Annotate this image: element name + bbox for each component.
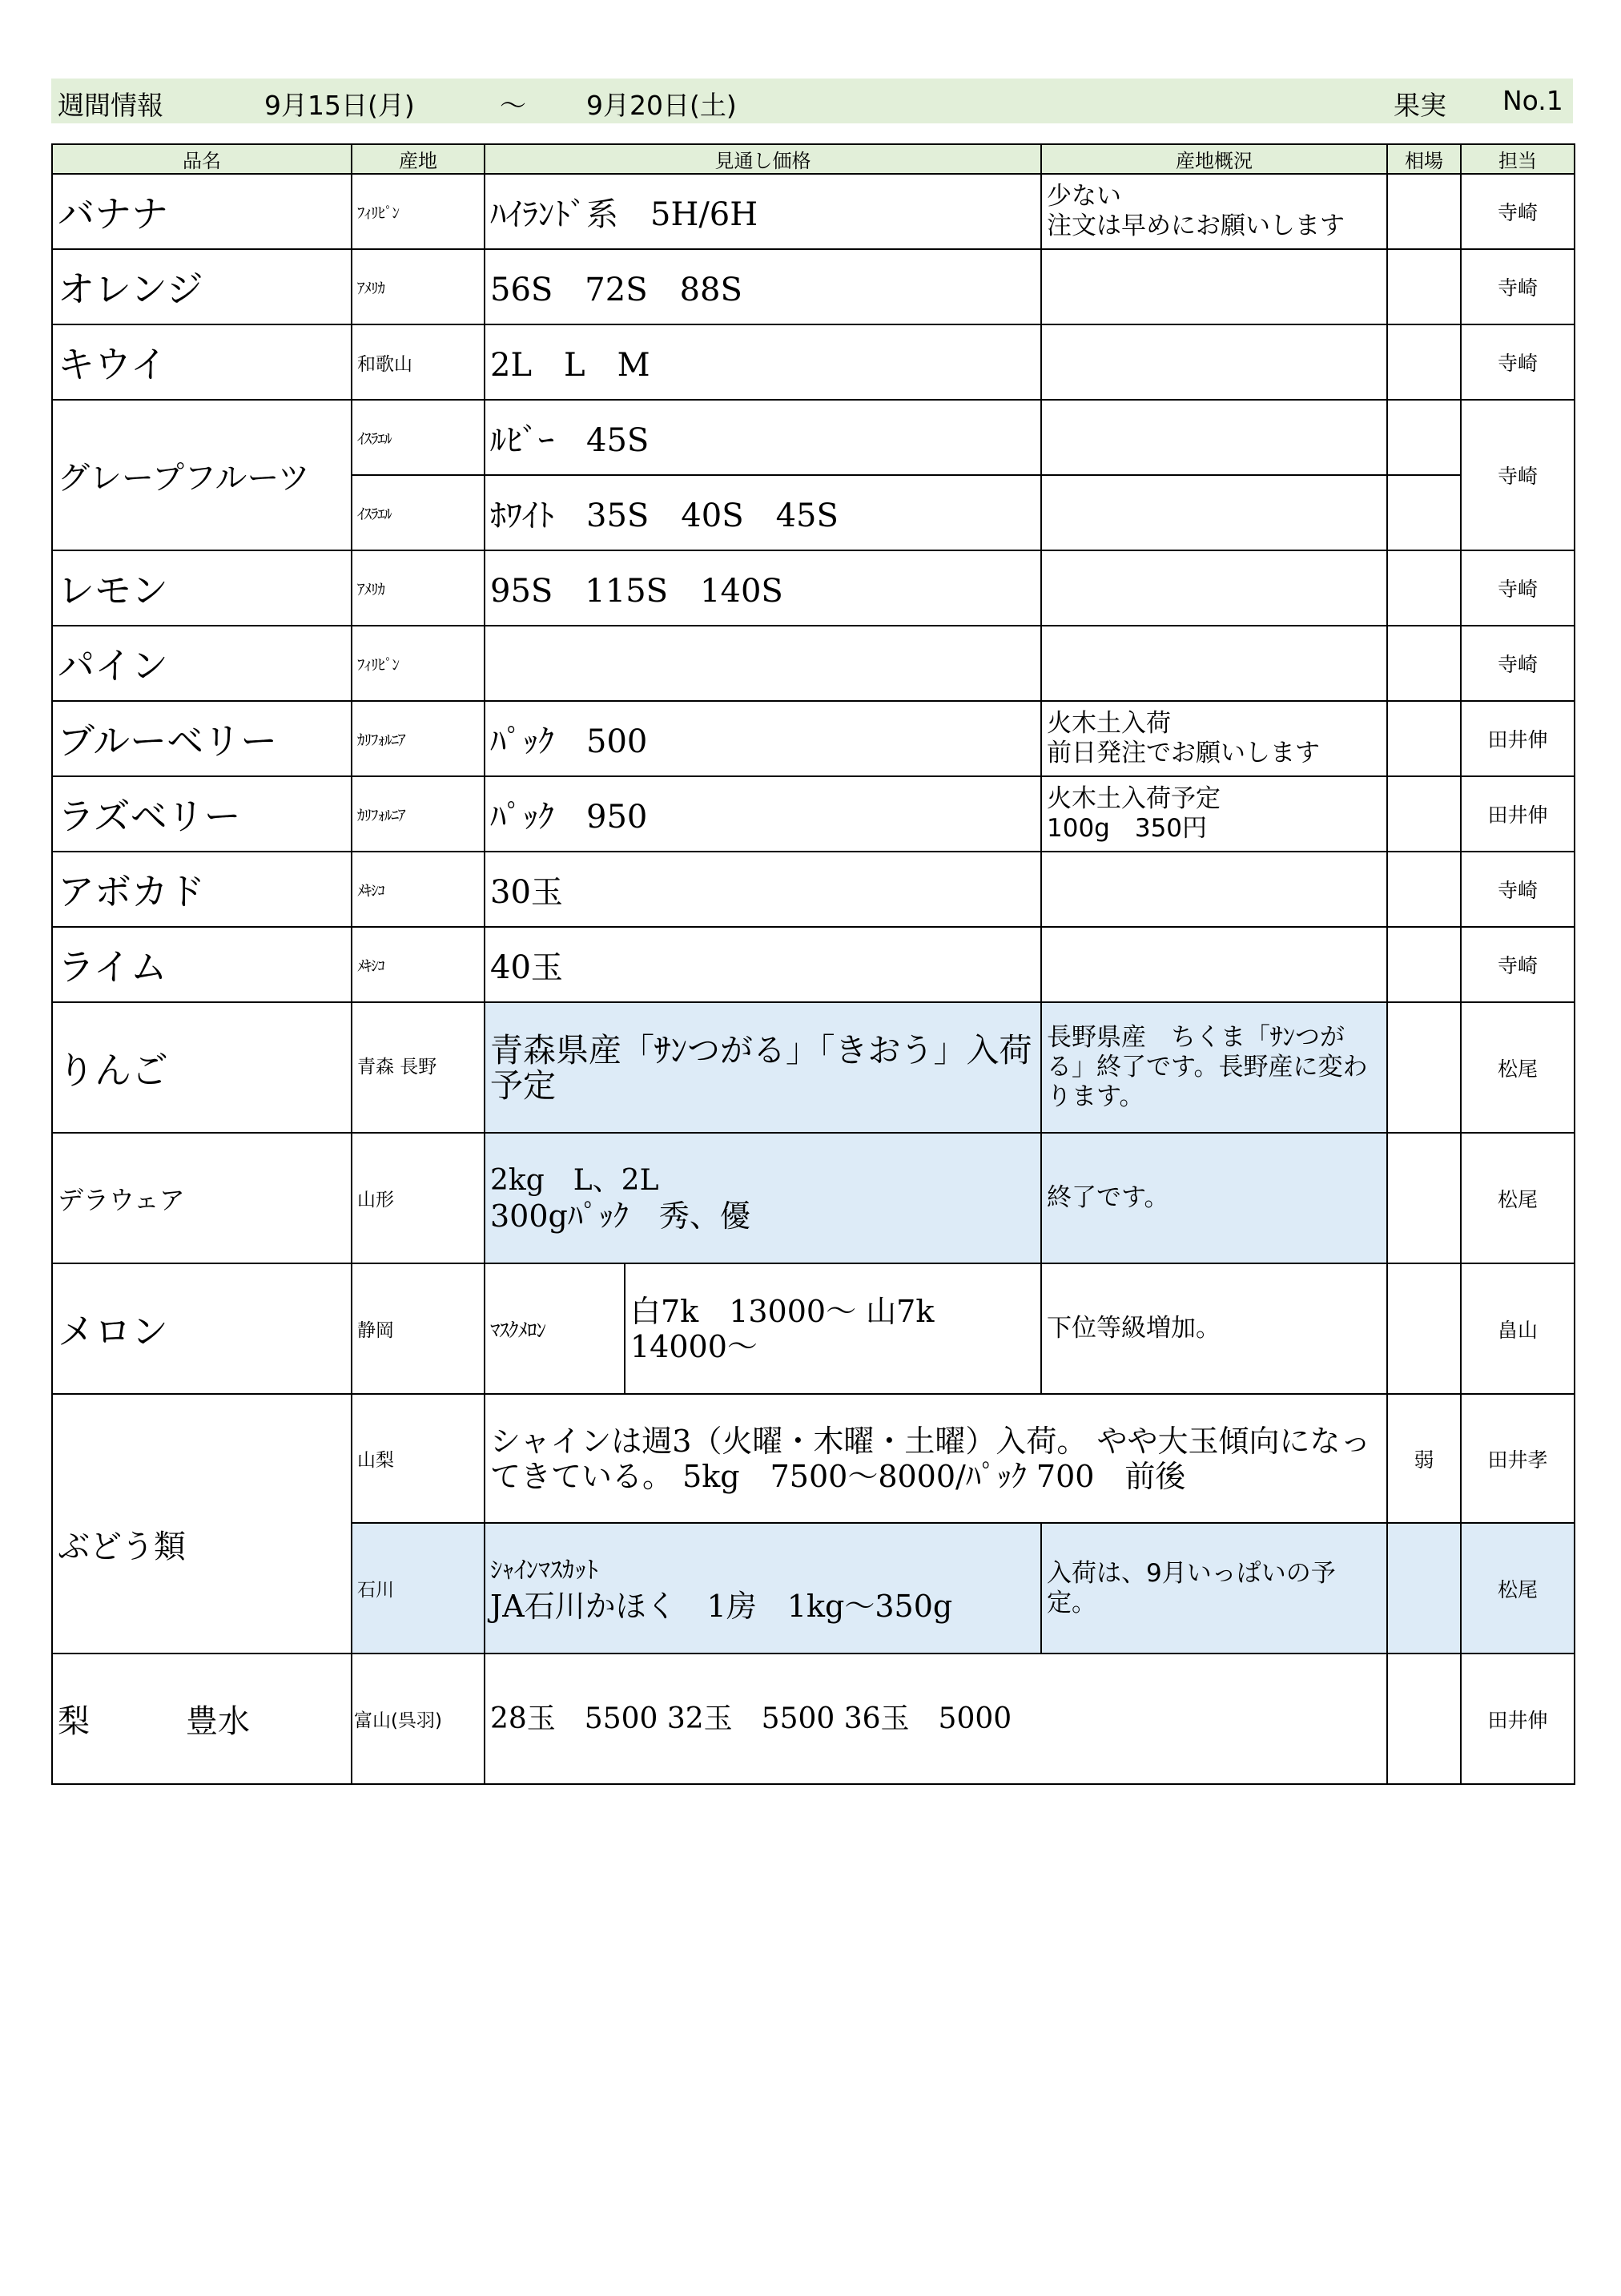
- col-header-origin: 産地: [352, 144, 485, 174]
- table-row: [52, 1654, 1575, 1784]
- item-staff: 寺崎: [1461, 249, 1575, 324]
- item-price: [485, 1523, 1041, 1654]
- item-staff: 寺崎: [1461, 324, 1575, 400]
- item-price: 95S 115S 140S: [485, 550, 1041, 626]
- item-market: [1387, 1523, 1461, 1654]
- item-origin: 静岡: [352, 1263, 485, 1394]
- item-price: [485, 626, 1041, 701]
- item-market: [1387, 927, 1461, 1002]
- item-staff: 寺崎: [1461, 852, 1575, 927]
- item-origin: ｱﾒﾘｶ: [352, 249, 485, 324]
- item-overview: [1041, 852, 1387, 927]
- header-title: 週間情報: [58, 90, 163, 121]
- page-number: No.1: [1502, 85, 1563, 116]
- item-market: [1387, 400, 1461, 475]
- item-staff: 田井孝: [1461, 1394, 1575, 1523]
- item-staff: 松尾: [1461, 1133, 1575, 1263]
- item-origin: 山梨: [352, 1394, 485, 1523]
- item-origin: ｲｽﾗｴﾙ: [352, 400, 485, 475]
- item-overview: [1041, 249, 1387, 324]
- item-overview: 入荷は、9月いっぱいの予定。: [1041, 1523, 1387, 1654]
- item-market: [1387, 550, 1461, 626]
- item-staff: 寺崎: [1461, 400, 1575, 550]
- item-name: パイン: [52, 626, 352, 701]
- price-table: [51, 143, 1575, 1785]
- item-staff: 寺崎: [1461, 927, 1575, 1002]
- table-row: [52, 701, 1575, 776]
- item-price: 白7k 13000～ 山7k 14000～: [625, 1263, 1041, 1394]
- item-price: [485, 1133, 1041, 1263]
- item-name: メロン: [52, 1263, 352, 1394]
- item-market: [1387, 475, 1461, 550]
- item-origin: 和歌山: [352, 324, 485, 400]
- table-row: [52, 550, 1575, 626]
- table-row: [52, 776, 1575, 852]
- item-overview: [1041, 475, 1387, 550]
- item-overview: 火木土入荷 前日発注でお願いします: [1041, 701, 1387, 776]
- item-origin: ﾒｷｼｺ: [352, 927, 485, 1002]
- col-header-price: 見通し価格: [485, 144, 1041, 174]
- table-row: [52, 174, 1575, 249]
- item-price: 56S 72S 88S: [485, 249, 1041, 324]
- item-price: ﾊｲﾗﾝﾄﾞ系 5H/6H: [485, 174, 1041, 249]
- item-variety: ﾏｽｸﾒﾛﾝ: [485, 1263, 625, 1394]
- item-price: 30玉: [485, 852, 1041, 927]
- item-staff: 寺崎: [1461, 174, 1575, 249]
- item-market: 弱: [1387, 1394, 1461, 1523]
- item-overview: 長野県産 ちくま「ｻﾝつがる」終了です。長野産に変わります。: [1041, 1002, 1387, 1133]
- item-overview: 下位等級増加。: [1041, 1263, 1387, 1394]
- item-price: ﾊﾟｯｸ 950: [485, 776, 1041, 852]
- price-line: 2kg L、2L: [490, 1163, 659, 1197]
- item-price: シャインは週3（火曜・木曜・土曜）入荷。 やや大玉傾向になってきている。 5kg 7500～8000/ﾊﾟｯｸ 700 前後: [485, 1394, 1387, 1523]
- item-origin: ｶﾘﾌｫﾙﾆｱ: [352, 776, 485, 852]
- table-row: [52, 927, 1575, 1002]
- item-staff: 松尾: [1461, 1002, 1575, 1133]
- item-overview: 少ない 注文は早めにお願いします: [1041, 174, 1387, 249]
- item-name: バナナ: [52, 174, 352, 249]
- item-overview: [1041, 400, 1387, 475]
- item-name: グレープフルーツ: [52, 400, 352, 550]
- col-header-overview: 産地概況: [1041, 144, 1387, 174]
- item-staff: 田井伸: [1461, 776, 1575, 852]
- item-origin: 石川: [352, 1523, 485, 1654]
- item-market: [1387, 626, 1461, 701]
- item-origin: 青森 長野: [352, 1002, 485, 1133]
- table-row: [52, 1263, 1575, 1394]
- table-row: [52, 324, 1575, 400]
- item-origin: ﾒｷｼｺ: [352, 852, 485, 927]
- item-staff: 田井伸: [1461, 1654, 1575, 1784]
- table-row: [52, 1133, 1575, 1263]
- date-start: 9月15日(月): [264, 90, 415, 121]
- table-row: [52, 626, 1575, 701]
- col-header-staff: 担当: [1461, 144, 1575, 174]
- item-overview: 火木土入荷予定 100g 350円: [1041, 776, 1387, 852]
- item-name: デラウェア: [52, 1133, 352, 1263]
- item-staff: 畠山: [1461, 1263, 1575, 1394]
- item-name: キウイ: [52, 324, 352, 400]
- item-overview: [1041, 550, 1387, 626]
- date-end: 9月20日(土): [586, 90, 737, 121]
- item-origin: ｱﾒﾘｶ: [352, 550, 485, 626]
- item-price: 2L L M: [485, 324, 1041, 400]
- price-line: 300gﾊﾟｯｸ 秀、優: [490, 1198, 750, 1234]
- item-price: ﾊﾟｯｸ 500: [485, 701, 1041, 776]
- item-name: ライム: [52, 927, 352, 1002]
- item-name: アボカド: [52, 852, 352, 927]
- item-price: ﾎﾜｲﾄ 35S 40S 45S: [485, 475, 1041, 550]
- item-overview: [1041, 927, 1387, 1002]
- item-origin: 富山(呉羽): [352, 1654, 485, 1784]
- item-price: ﾙﾋﾞｰ 45S: [485, 400, 1041, 475]
- item-origin: ﾌｨﾘﾋﾟﾝ: [352, 174, 485, 249]
- item-origin: 山形: [352, 1133, 485, 1263]
- category-label: 果実: [1394, 90, 1446, 121]
- table-row: [52, 852, 1575, 927]
- table-row: [52, 249, 1575, 324]
- table-row: [52, 400, 1575, 475]
- item-market: [1387, 1263, 1461, 1394]
- item-origin: ﾌｨﾘﾋﾟﾝ: [352, 626, 485, 701]
- price-line: JA石川かほく 1房 1kg～350g: [490, 1588, 953, 1624]
- item-name: ブルーベリー: [52, 701, 352, 776]
- item-market: [1387, 1002, 1461, 1133]
- item-price: 28玉 5500 32玉 5500 36玉 5000: [485, 1654, 1387, 1784]
- item-market: [1387, 776, 1461, 852]
- item-market: [1387, 174, 1461, 249]
- item-name: レモン: [52, 550, 352, 626]
- item-price: 青森県産「ｻﾝつがる」「きおう」入荷予定: [485, 1002, 1041, 1133]
- item-staff: 田井伸: [1461, 701, 1575, 776]
- item-market: [1387, 701, 1461, 776]
- table-header-row: [52, 144, 1575, 174]
- item-overview: [1041, 324, 1387, 400]
- item-overview: [1041, 626, 1387, 701]
- item-name: ラズベリー: [52, 776, 352, 852]
- col-header-name: 品名: [52, 144, 352, 174]
- header-bar: [51, 79, 1573, 123]
- price-line: ｼｬｲﾝﾏｽｶｯﾄ: [490, 1556, 598, 1585]
- item-staff: 寺崎: [1461, 626, 1575, 701]
- item-overview: 終了です。: [1041, 1133, 1387, 1263]
- item-market: [1387, 324, 1461, 400]
- item-name: りんご: [52, 1002, 352, 1133]
- date-separator: ～: [500, 90, 526, 121]
- item-name: ぶどう類: [52, 1394, 352, 1654]
- item-market: [1387, 1133, 1461, 1263]
- item-name: オレンジ: [52, 249, 352, 324]
- col-header-market: 相場: [1387, 144, 1461, 174]
- item-staff: 松尾: [1461, 1523, 1575, 1654]
- item-price: 40玉: [485, 927, 1041, 1002]
- item-origin: ｲｽﾗｴﾙ: [352, 475, 485, 550]
- item-origin: ｶﾘﾌｫﾙﾆｱ: [352, 701, 485, 776]
- table-row: [52, 1394, 1575, 1523]
- item-name: 梨 豊水: [52, 1654, 352, 1784]
- item-market: [1387, 1654, 1461, 1784]
- table-row: [52, 1002, 1575, 1133]
- item-staff: 寺崎: [1461, 550, 1575, 626]
- item-market: [1387, 852, 1461, 927]
- item-market: [1387, 249, 1461, 324]
